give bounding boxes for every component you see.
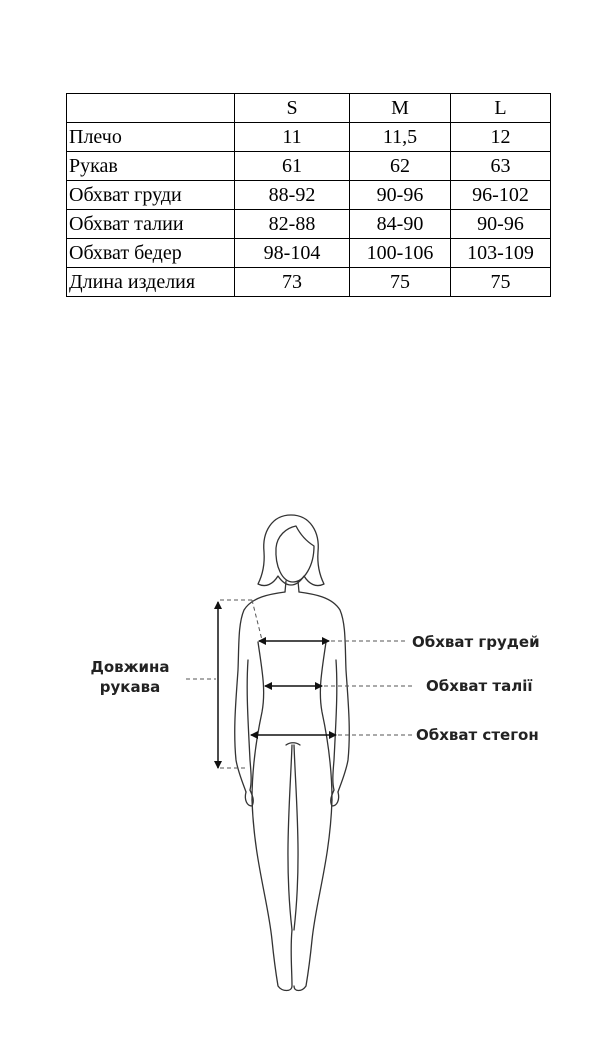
cell-m: 75 bbox=[350, 268, 451, 297]
header-size-l: L bbox=[451, 94, 551, 123]
hips-label: Обхват стегон bbox=[416, 726, 539, 744]
cell-l: 75 bbox=[451, 268, 551, 297]
cell-s: 11 bbox=[235, 123, 350, 152]
sleeve-length-arrow bbox=[186, 600, 262, 768]
chest-label: Обхват грудей bbox=[412, 633, 540, 651]
cell-l: 103-109 bbox=[451, 239, 551, 268]
cell-s: 61 bbox=[235, 152, 350, 181]
cell-m: 90-96 bbox=[350, 181, 451, 210]
sleeve-length-label-line1: Довжина bbox=[90, 658, 170, 676]
cell-s: 88-92 bbox=[235, 181, 350, 210]
row-label: Плечо bbox=[67, 123, 235, 152]
row-label: Обхват груди bbox=[67, 181, 235, 210]
header-size-s: S bbox=[235, 94, 350, 123]
cell-l: 96-102 bbox=[451, 181, 551, 210]
cell-m: 100-106 bbox=[350, 239, 451, 268]
cell-m: 62 bbox=[350, 152, 451, 181]
woman-silhouette-icon bbox=[235, 515, 350, 991]
row-label: Рукав bbox=[67, 152, 235, 181]
row-label: Длина изделия bbox=[67, 268, 235, 297]
sleeve-length-label-line2: рукава bbox=[99, 678, 161, 696]
cell-s: 98-104 bbox=[235, 239, 350, 268]
cell-s: 82-88 bbox=[235, 210, 350, 239]
row-label: Обхват талии bbox=[67, 210, 235, 239]
waist-label: Обхват талії bbox=[426, 677, 533, 695]
cell-l: 63 bbox=[451, 152, 551, 181]
header-size-m: M bbox=[350, 94, 451, 123]
cell-l: 90-96 bbox=[451, 210, 551, 239]
cell-m: 11,5 bbox=[350, 123, 451, 152]
cell-m: 84-90 bbox=[350, 210, 451, 239]
cell-s: 73 bbox=[235, 268, 350, 297]
cell-l: 12 bbox=[451, 123, 551, 152]
row-label: Обхват бедер bbox=[67, 239, 235, 268]
